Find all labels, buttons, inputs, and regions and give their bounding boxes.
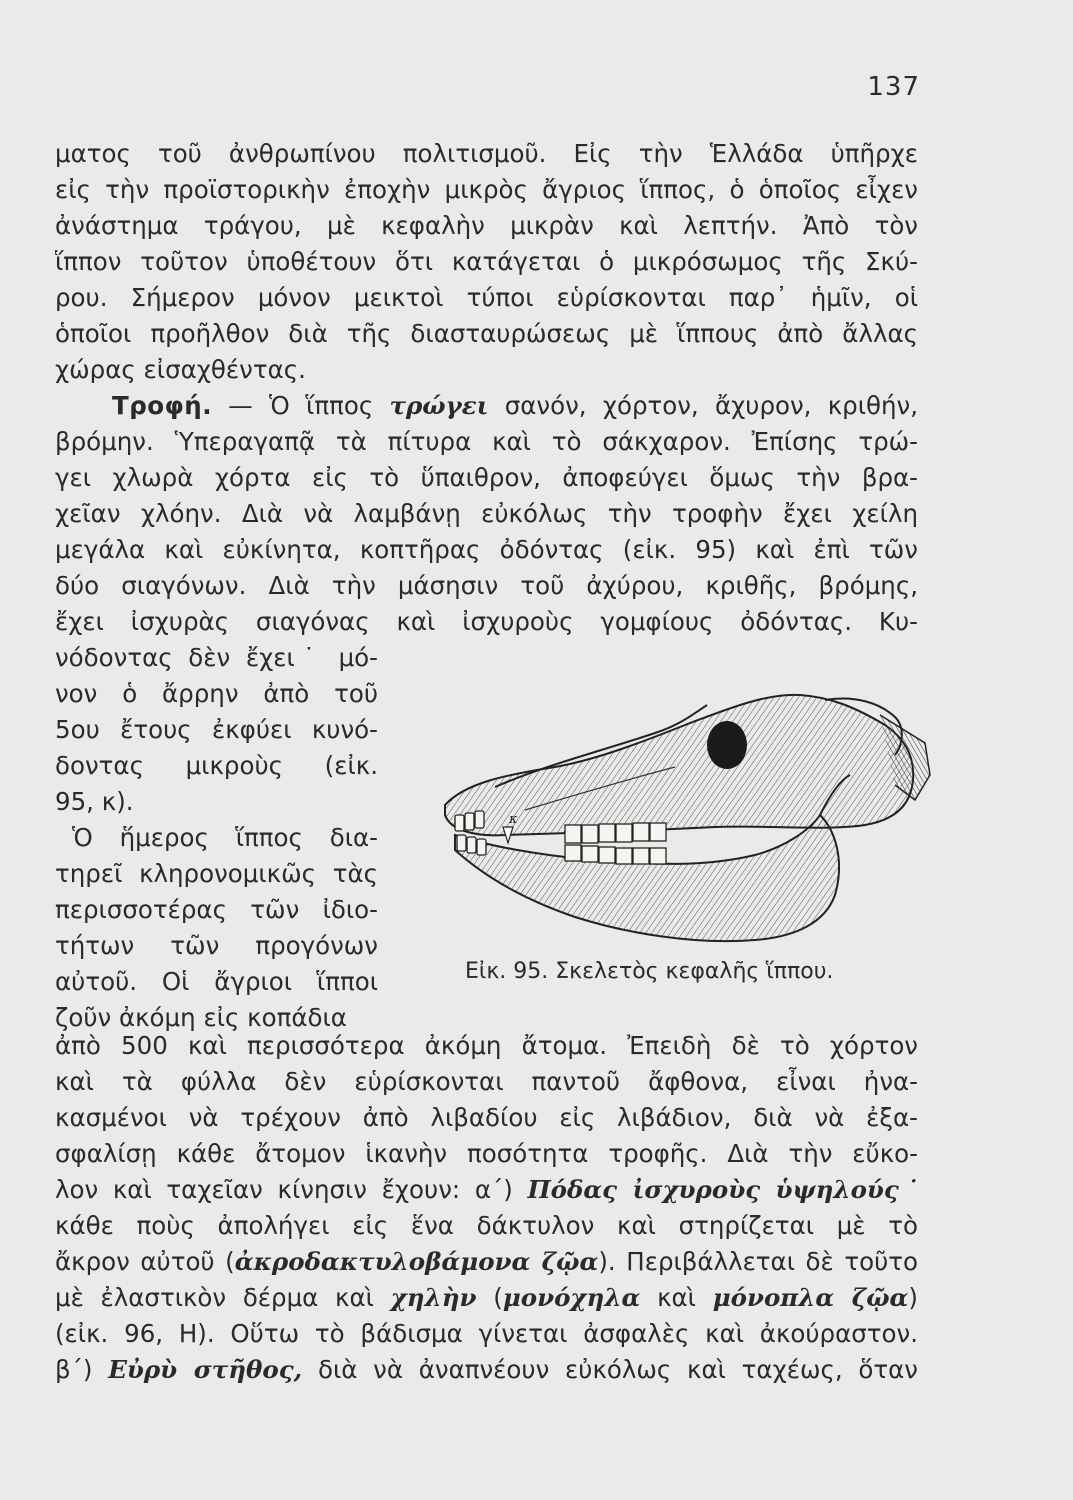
text-line: εἰς τὴν προϊστορικὴν ἐποχὴν μικρὸς ἄγριος ἵππος, ὁ ὁποῖος εἶχεν [55,175,918,204]
text-line: ζοῦν ἀκόμη εἰς κοπάδια [55,1003,347,1032]
text-line: βρόμην. Ὑπεραγαπᾷ τὰ πίτυρα καὶ τὸ σάκχαρον. Ἐπίσης τρώ- [55,427,918,456]
text-span: διὰ νὰ ἀναπνέουν εὐκόλως καὶ ταχέως, ὅταν [302,1355,918,1384]
text-line: μεγάλα καὶ εὐκίνητα, κοπτῆρας ὀδόντας (εἰκ. 95) καὶ ἐπὶ τῶν [55,535,918,564]
emphasis: μόνοπλα ζῷα [712,1283,909,1312]
section-heading-line [112,388,918,424]
text-span: β΄) [55,1355,109,1384]
emphasis: μονόχηλα [502,1283,641,1312]
text-line: ἀνάστημα τράγου, μὲ κεφαλὴν μικρὰν καὶ λεπτήν. Ἀπὸ τὸν [55,211,918,240]
text-line: νον ὁ ἄρρην ἀπὸ τοῦ [55,679,378,708]
figure-label-k: κ [509,812,518,827]
text-line: ἀπὸ 500 καὶ περισσότερα ἀκόμη ἄτομα. Ἐπειδὴ δὲ τὸ χόρτον [55,1031,918,1060]
section-heading: Τροφή. [112,391,212,420]
text-line [55,1280,918,1316]
text-span: — Ὁ ἵππος [212,391,390,420]
emphasis: ἀκροδακτυλοβάμονα ζῷα [234,1247,599,1276]
text-line: Ὁ ἥμερος ἵππος δια- [72,823,378,852]
text-line: περισσοτέρας τῶν ἰδιο- [55,895,378,924]
text-span: σανόν, χόρτον, ἄχυρον, κριθήν, [488,391,918,420]
text-span: λον καὶ ταχεῖαν κίνησιν ἔχουν: α΄) [55,1175,528,1204]
text-line: γει χλωρὰ χόρτα εἰς τὸ ὕπαιθρον, ἀποφεύγει ὅμως τὴν βρα- [55,463,918,492]
text-line: ἔχει ἰσχυρὰς σιαγόνας καὶ ἰσχυροὺς γομφίους ὀδόντας. Κυ- [55,607,918,636]
text-line: ρου. Σήμερον μόνον μεικτοὶ τύποι εὑρίσκονται παρ᾽ ἡμῖν, οἱ [55,283,918,312]
text-line: τηρεῖ κληρονομικῶς τὰς [55,859,378,888]
emphasis: Πόδας ἰσχυροὺς ὑψηλούς˙ [527,1175,918,1204]
text-line: (εἰκ. 96, Η). Οὕτω τὸ βάδισμα γίνεται ἀσφαλὲς καὶ ἀκούραστον. [55,1319,918,1348]
text-span: ). Περιβάλλεται δὲ τοῦτο [598,1247,918,1276]
text-line: νόδοντας δὲν ἔχει˙ μό- [55,643,378,672]
page-number: 137 [867,72,920,102]
text-line: 5ου ἔτους ἐκφύει κυνό- [55,715,378,744]
text-line: αὐτοῦ. Οἱ ἄγριοι ἵπποι [55,967,378,996]
text-line [55,1352,918,1388]
text-span: ἄκρον αὐτοῦ ( [55,1247,235,1276]
text-span: ( [476,1283,503,1312]
text-span: μὲ ἐλαστικὸν δέρμα καὶ [55,1283,391,1312]
text-line: 95, κ). [55,787,134,816]
text-line: χεῖαν χλόην. Διὰ νὰ λαμβάνῃ εὐκόλως τὴν τροφὴν ἔχει χείλη [55,499,918,528]
emphasis: χηλὴν [390,1283,477,1312]
text-line: κάθε ποὺς ἀπολήγει εἰς ἕνα δάκτυλον καὶ στηρίζεται μὲ τὸ [55,1211,918,1240]
text-line: χώρας εἰσαχθέντας. [55,355,306,384]
text-line: καὶ τὰ φύλλα δὲν εὑρίσκονται παντοῦ ἄφθονα, εἶναι ἠνα- [55,1067,918,1096]
horse-skull-icon [425,655,935,955]
emphasis: Εὐρὺ στῆθος, [108,1355,303,1384]
text-line: σφαλίσῃ κάθε ἄτομον ἱκανὴν ποσότητα τροφῆς. Διὰ τὴν εὔκο- [55,1139,918,1168]
text-line: τήτων τῶν προγόνων [55,931,378,960]
text-line: δύο σιαγόνων. Διὰ τὴν μάσησιν τοῦ ἀχύρου, κριθῆς, βρόμης, [55,571,918,600]
text-span: ) [908,1283,918,1312]
text-line: κασμένοι νὰ τρέχουν ἀπὸ λιβαδίου εἰς λιβάδιον, διὰ νὰ ἐξα- [55,1103,918,1132]
text-line: δοντας μικροὺς (εἰκ. [55,751,378,780]
figure-horse-skull [425,655,935,955]
text-line [55,1172,918,1208]
text-span: καὶ [640,1283,713,1312]
text-line: ματος τοῦ ἀνθρωπίνου πολιτισμοῦ. Εἰς τὴν Ἑλλάδα ὑπῆρχε [55,139,918,168]
text-line: ἵππον τοῦτον ὑποθέτουν ὅτι κατάγεται ὁ μικρόσωμος τῆς Σκύ- [55,247,918,276]
text-line [55,1244,918,1280]
emphasis: τρώγει [389,391,489,420]
figure-caption: Εἰκ. 95. Σκελετὸς κεφαλῆς ἵππου. [465,959,834,984]
text-line: ὁποῖοι προῆλθον διὰ τῆς διασταυρώσεως μὲ ἵππους ἀπὸ ἄλλας [55,319,918,348]
